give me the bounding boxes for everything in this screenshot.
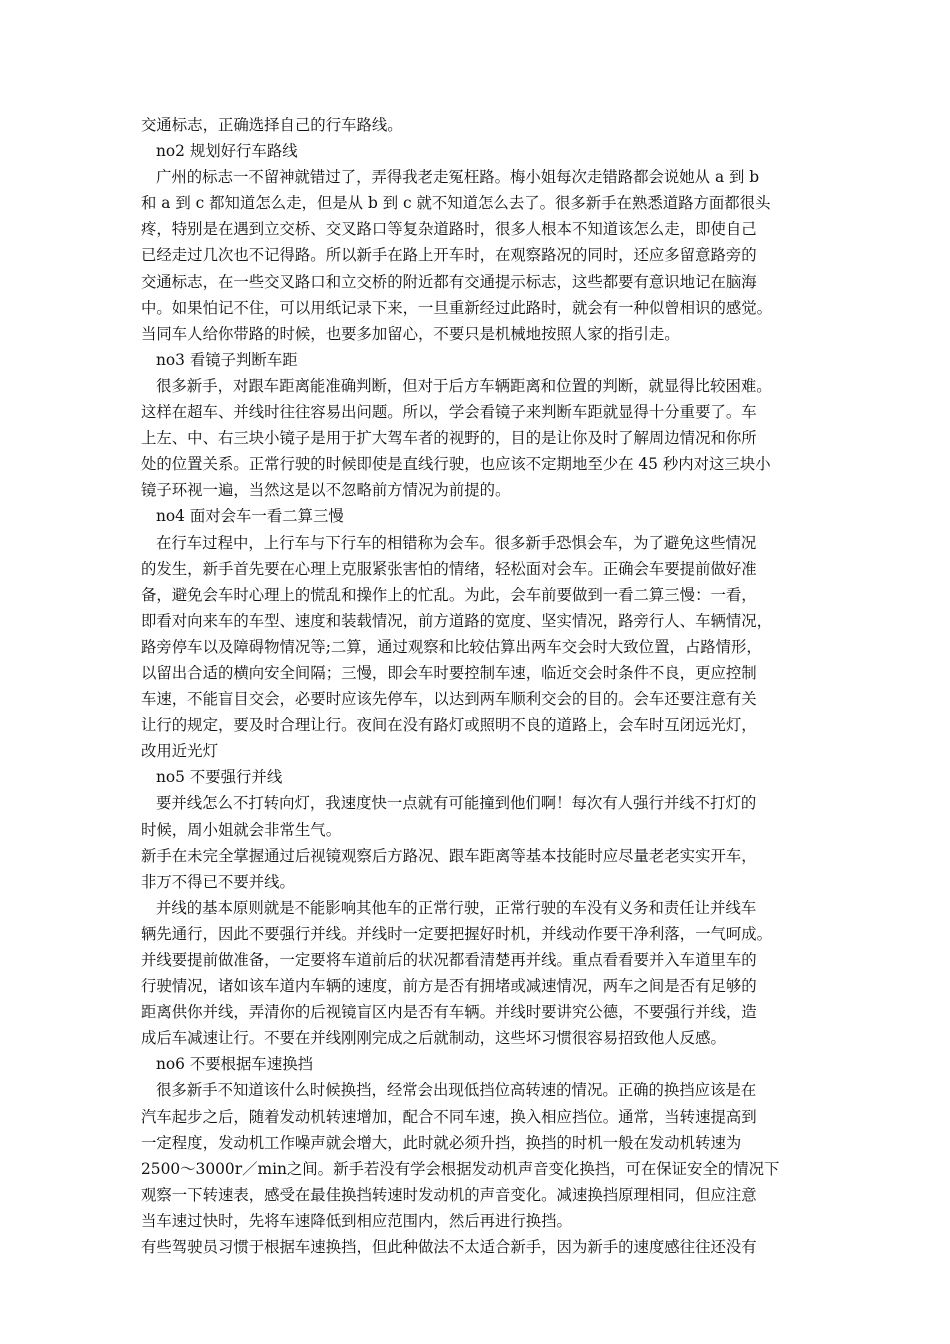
text-line: no3 看镜子判断车距 (156, 350, 298, 369)
text-line: 要并线怎么不打转向灯，我速度快一点就有可能撞到他们啊！每次有人强行并线不打灯的 (156, 794, 757, 813)
text-line: 成后车减速让行。不要在并线刚刚完成之后就制动，这些坏习惯很容易招致他人反感。 (141, 1029, 726, 1048)
text-line: 2500～3000r／min之间。新手若没有学会根据发动机声音变化换挡，可在保证安全的情况下 (141, 1159, 780, 1178)
text-line: 的发生，新手首先要在心理上克服紧张害怕的情绪，轻松面对会车。正确会车要提前做好准 (141, 559, 757, 578)
text-line: 处的位置关系。正常行驶的时候即使是直线行驶，也应该不定期地至少在 45 秒内对这三块小 (141, 455, 771, 474)
text-line: 上左、中、右三块小镜子是用于扩大驾车者的视野的，目的是让你及时了解周边情况和你所 (141, 429, 757, 448)
text-line: 交通标志，正确选择自己的行车路线。 (141, 116, 403, 134)
text-line: 并线的基本原则就是不能影响其他车的正常行驶，正常行驶的车没有义务和责任让并线车 (156, 898, 757, 917)
text-line: 镜子环视一遍，当然这是以不忽略前方情况为前提的。 (141, 481, 511, 500)
text-line: 路旁停车以及障碍物情况等;二算，通过观察和比较估算出两车交会时大致位置，占路情形， (141, 637, 762, 656)
text-line: 时候，周小姐就会非常生气。 (141, 820, 342, 839)
text-line: 汽车起步之后，随着发动机转速增加，配合不同车速，换入相应挡位。通常，当转速提高到 (141, 1107, 757, 1126)
text-line: 一定程度，发动机工作噪声就会增大，此时就必须升挡，换挡的时机一般在发动机转速为 (141, 1133, 742, 1152)
text-line: 广州的标志一不留神就错过了，弄得我老走冤枉路。梅小姐每次走错路都会说她从 a 到 b (156, 168, 760, 187)
text-line: 当同车人给你带路的时候，也要多加留心，不要只是机械地按照人家的指引走。 (141, 324, 680, 343)
document-body (141, 112, 813, 1260)
text-line: no4 面对会车一看二算三慢 (156, 507, 344, 526)
text-line: 中。如果怕记不住，可以用纸记录下来，一旦重新经过此路时，就会有一种似曾相识的感觉。 (141, 298, 773, 317)
text-line: 在行车过程中，上行车与下行车的相错称为会车。很多新手恐惧会车，为了避免这些情况 (156, 533, 757, 552)
text-line: 已经走过几次也不记得路。所以新手在路上开车时，在观察路况的同时，还应多留意路旁的 (141, 246, 757, 265)
text-line: 有些驾驶员习惯于根据车速换挡，但此种做法不太适合新手，因为新手的速度感往往还没有 (141, 1238, 757, 1257)
text-line: 和 a 到 c 都知道怎么走，但是从 b 到 c 就不知道怎么去了。很多新手在熟悉道路方面都很头 (141, 194, 771, 213)
text-line: 距离供你并线，弄清你的后视镜盲区内是否有车辆。并线时要讲究公德，不要强行并线，造 (141, 1003, 757, 1022)
text-line: no5 不要强行并线 (156, 768, 283, 787)
text-line: 非万不得已不要并线。 (141, 872, 295, 891)
text-line: no2 规划好行车路线 (156, 142, 298, 161)
text-line: 改用近光灯 (141, 742, 218, 761)
text-line: 辆先通行，因此不要强行并线。并线时一定要把握好时机，并线动作要干净利落，一气呵成。 (141, 924, 773, 943)
text-line: 以留出合适的横向安全间隔；三慢，即会车时要控制车速，临近交会时条件不良，更应控制 (141, 663, 757, 682)
text-line: 观察一下转速表，感受在最佳换挡转速时发动机的声音变化。减速换挡原理相同，但应注意 (141, 1185, 757, 1204)
text-line: 当车速过快时，先将车速降低到相应范围内，然后再进行换挡。 (141, 1211, 572, 1230)
text-line: 即看对向来车的车型、速度和装载情况，前方道路的宽度、坚实情况，路旁行人、车辆情况， (141, 611, 773, 630)
text-line: 疼，特别是在遇到立交桥、交叉路口等复杂道路时，很多人根本不知道该怎么走，即使自己 (141, 220, 757, 239)
text-line: 这样在超车、并线时往往容易出问题。所以，学会看镜子来判断车距就显得十分重要了。车 (141, 403, 757, 422)
text-line: 行驶情况，诸如该车道内车辆的速度，前方是否有拥堵或减速情况，两车之间是否有足够的 (141, 977, 757, 996)
text-line: 车速，不能盲目交会，必要时应该先停车，以达到两车顺利交会的目的。会车还要注意有关 (141, 690, 757, 709)
text-line: 很多新手不知道该什么时候换挡，经常会出现低挡位高转速的情况。正确的换挡应该是在 (156, 1081, 757, 1100)
text-line: 备，避免会车时心理上的慌乱和操作上的忙乱。为此，会车前要做到一看二算三慢：一看， (141, 585, 757, 604)
text-line: 很多新手，对跟车距离能准确判断，但对于后方车辆距离和位置的判断，就显得比较困难。 (156, 376, 772, 395)
text-line: no6 不要根据车速换挡 (156, 1055, 313, 1074)
text-line: 并线要提前做准备，一定要将车道前后的状况都看清楚再并线。重点看看要并入车道里车的 (141, 951, 757, 969)
text-line: 让行的规定，要及时合理让行。夜间在没有路灯或照明不良的道路上，会车时互闭远光灯， (141, 716, 757, 735)
text-line: 交通标志，在一些交叉路口和立交桥的附近都有交通提示标志，这些都要有意识地记在脑海 (141, 272, 757, 291)
text-line: 新手在未完全掌握通过后视镜观察后方路况、跟车距离等基本技能时应尽量老老实实开车， (141, 846, 757, 865)
